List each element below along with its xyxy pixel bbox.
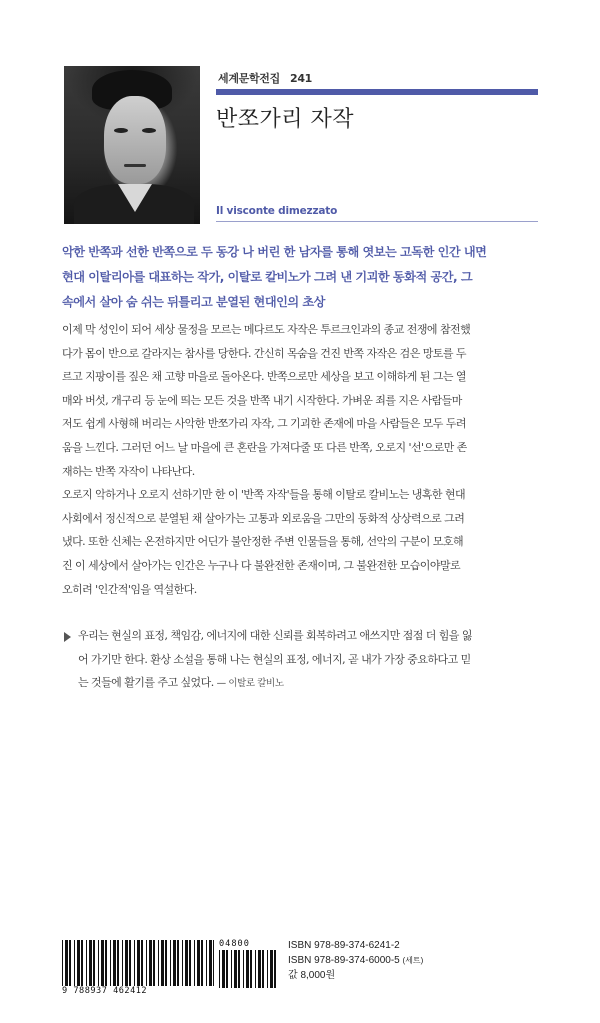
quote-line: 우리는 현실의 표정, 책임감, 에너지에 대한 신뢰를 회복하려고 애쓰지만 점점 더 힘을 잃 (78, 629, 472, 642)
price: 값 8,000원 (288, 970, 336, 981)
synopsis-line: 르고 지팡이를 짚은 채 고향 마을로 돌아온다. 반쪽으로만 세상을 보고 이해하게 된 그는 열 (62, 370, 466, 384)
synopsis-line: 움을 느낀다. 그러던 어느 날 마을에 큰 혼란을 가져다줄 또 다른 반쪽, 오로지 '선'으로만 존 (62, 440, 467, 454)
synopsis-line: 이제 막 성인이 되어 세상 물정을 모르는 메다르도 자작은 투르크인과의 종교 전쟁에 참전했 (62, 323, 471, 336)
barcode-icon (62, 940, 214, 988)
isbn-line: ISBN 978-89-374-6241-2 (288, 940, 400, 951)
synopsis-line: 진 이 세상에서 살아가는 인간은 누구나 다 불완전한 존재이며, 그 불완전한 모습이야말로 (62, 558, 461, 572)
series-name: 세계문학전집 (218, 72, 280, 85)
barcode-digits: 9 788937 462412 (62, 986, 148, 996)
synopsis-line: 냈다. 또한 신체는 온전하지만 어딘가 불안정한 주변 인물들을 통해, 선악의 구분이 모호해 (62, 535, 464, 549)
barcode-addon-digits: 04800 (219, 939, 250, 949)
triangle-bullet-icon (64, 632, 71, 642)
isbn-block (288, 938, 423, 983)
synopsis-line: 재하는 반쪽 자작이 나타난다. (62, 464, 195, 478)
lead-blurb (62, 240, 542, 315)
original-title: Il visconte dimezzato (216, 205, 338, 217)
title-rule (216, 89, 538, 95)
isbn-line: ISBN 978-89-374-6000-5 (288, 955, 400, 966)
lead-line: 악한 반쪽과 선한 반쪽으로 두 동강 나 버린 한 남자를 통해 엿보는 고독한 인간 내면 (62, 245, 487, 259)
lead-line: 현대 이탈리아를 대표하는 작가, 이탈로 칼비노가 그려 낸 기괴한 동화적 공간, 그 (62, 270, 473, 284)
quote-line-text: 는 것들에 활기를 주고 싶었다. (78, 676, 214, 690)
author-quote (64, 624, 542, 696)
quote-attribution: — 이탈로 칼비노 (216, 678, 284, 690)
barcode-addon-icon (219, 950, 277, 988)
book-title: 반쪼가리 자작 (216, 107, 355, 132)
synopsis (62, 318, 542, 601)
lead-line: 속에서 살아 숨 쉬는 뒤틀리고 분열된 현대인의 초상 (62, 295, 325, 309)
synopsis-line: 사회에서 정신적으로 분열된 채 살아가는 고통과 외로움을 그만의 동화적 상상력으로 그려 (62, 511, 465, 525)
synopsis-line: 저도 쉽게 사형해 버리는 사악한 반쪼가리 자작, 그 기괴한 존재에 마을 사람들은 모두 두려 (62, 417, 466, 431)
synopsis-line: 다가 몸이 반으로 갈라지는 참사를 당한다. 간신히 목숨을 건진 반쪽 자작은 검은 망토를 두 (62, 346, 466, 360)
isbn-set-line (288, 953, 423, 968)
original-title-rule (216, 221, 538, 222)
quote-line (78, 671, 542, 696)
isbn-set-label: (세트) (402, 956, 424, 965)
synopsis-line: 매와 버섯, 개구리 등 눈에 띄는 모든 것을 반쪽 내기 시작한다. 가벼운 죄를 지은 사람들마 (62, 393, 462, 407)
series-label (218, 70, 312, 86)
series-number: 241 (289, 72, 313, 85)
author-photo (64, 66, 200, 224)
synopsis-line: 오히려 '인간적'임을 역설한다. (62, 582, 197, 596)
synopsis-line: 오로지 악하거나 오로지 선하기만 한 이 '반쪽 자작'들을 통해 이탈로 칼비노는 냉혹한 현대 (62, 488, 466, 502)
quote-line: 어 가기만 한다. 환상 소설을 통해 나는 현실의 표정, 에너지, 곧 내가 가장 중요하다고 믿 (78, 652, 471, 666)
